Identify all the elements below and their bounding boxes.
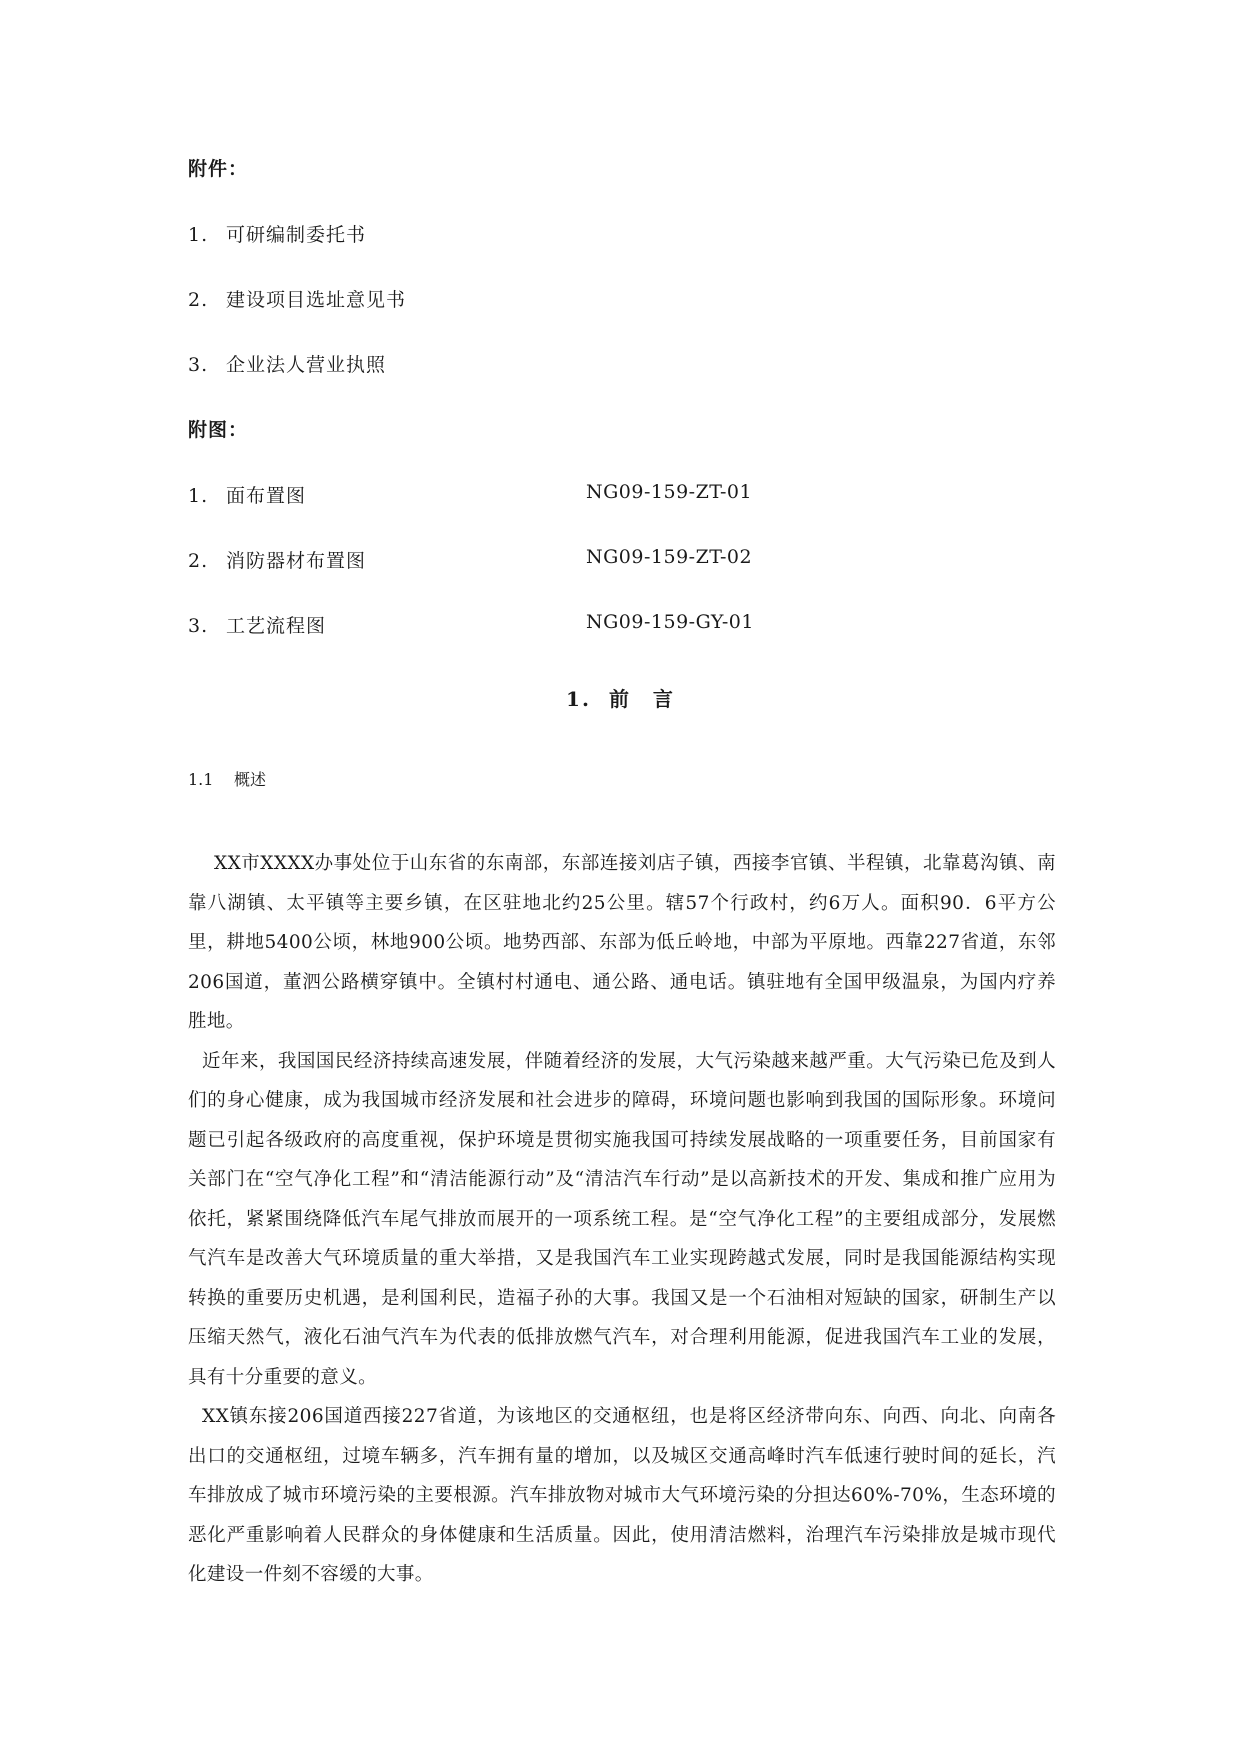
attachment-item-3 [188,350,386,377]
attachment-item-1 [188,220,366,247]
paragraph-1: XX市XXXX办事处位于山东省的东南部，东部连接刘店子镇，西接李官镇、半程镇，北靠葛沟镇、南靠八湖镇、太平镇等主要乡镇，在区驻地北约25公里。辖57个行政村，约6万人。面积90．6平方公里，耕地5400公顷，林地900公顷。地势西部、东部为低丘岭地，中部为平原地。西靠227省道，东邻206国道，董泗公路横穿镇中。全镇村村通电、通公路、通电话。镇驻地有全国甲级温泉，为国内疗养胜地。 [188,853,1056,1032]
subsection-title-text: 概述 [234,770,267,789]
body-text [188,844,1056,1595]
figure-item-2 [188,546,753,573]
attachment-item-text: 建设项目选址意见书 [226,289,407,311]
figure-item-number: 3. [188,615,209,637]
figure-item-number: 2. [188,550,209,572]
paragraph-2: 近年来，我国国民经济持续高速发展，伴随着经济的发展，大气污染越来越严重。大气污染已危及到人们的身心健康，成为我国城市经济发展和社会进步的障碍，环境问题也影响到我国的国际形象。环境问题已引起各级政府的高度重视，保护环境是贯彻实施我国可持续发展战略的一项重要任务，目前国家有关部门在“空气净化工程”和“清洁能源行动”及“清洁汽车行动”是以高新技术的开发、集成和推广应用为依托，紧紧围绕降低汽车尾气排放而展开的一项系统工程。是“空气净化工程”的主要组成部分，发展燃气汽车是改善大气环境质量的重大举措，又是我国汽车工业实现跨越式发展，同时是我国能源结构实现转换的重要历史机遇，是利国利民，造福子孙的大事。我国又是一个石油相对短缺的国家，研制生产以压缩天然气，液化石油气汽车为代表的低排放燃气汽车，对合理利用能源，促进我国汽车工业的发展，具有十分重要的意义。 [188,1050,1056,1388]
figure-item-code: NG09-159-GY-01 [586,611,754,633]
attachment-item-2 [188,285,406,312]
attachment-item-number: 3. [188,354,209,376]
figures-heading: 附图： [188,419,249,441]
figure-item-text: 工艺流程图 [226,615,327,637]
figure-item-number: 1. [188,485,209,507]
figure-item-text: 消防器材布置图 [226,550,367,572]
attachment-item-text: 企业法人营业执照 [226,354,387,376]
subsection-title [188,767,266,790]
attachment-item-number: 1. [188,224,209,246]
attachment-item-number: 2. [188,289,209,311]
section-number: 1. [566,687,591,711]
attachment-item-text: 可研编制委托书 [226,224,367,246]
figure-item-1 [188,481,753,508]
section-title-text: 前 言 [608,687,675,711]
subsection-number: 1.1 [188,770,214,789]
paragraph-3: XX镇东接206国道西接227省道，为该地区的交通枢纽，也是将区经济带向东、向西、向北、向南各出口的交通枢纽，过境车辆多，汽车拥有量的增加，以及城区交通高峰时汽车低速行驶时间的延长，汽车排放成了城市环境污染的主要根源。汽车排放物对城市大气环境污染的分担达60%-70%，生态环境的恶化严重影响着人民群众的身体健康和生活质量。因此，使用清洁燃料，治理汽车污染排放是城市现代化建设一件刻不容缓的大事。 [188,1406,1056,1585]
figure-item-text: 面布置图 [226,485,307,507]
figure-item-3 [188,611,754,638]
section-title [0,683,1241,712]
attachments-heading: 附件： [188,158,249,180]
figure-item-code: NG09-159-ZT-02 [586,546,753,568]
figure-item-code: NG09-159-ZT-01 [586,481,753,503]
